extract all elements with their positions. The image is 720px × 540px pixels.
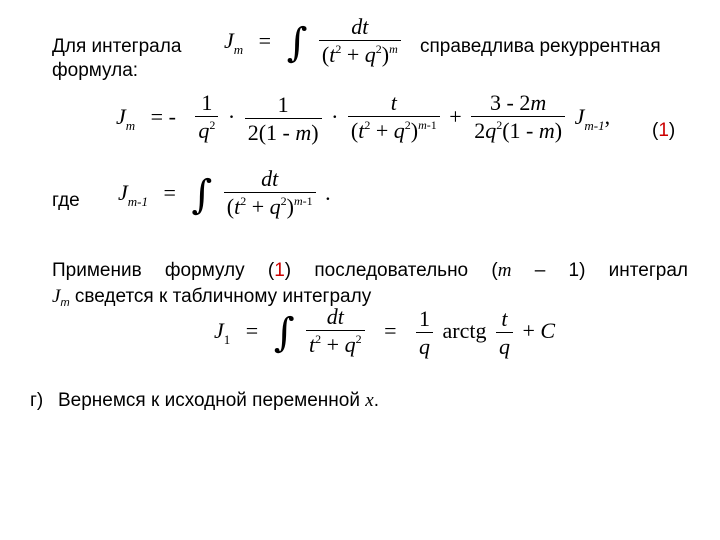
- integral-sign: ∫: [286, 20, 308, 66]
- final-integral: $J_1$ = ∫ $\frac{dt}{t^2 + q^2}$ = $\frac{1}{q}$ arctg $\frac{t}{q}$ + C: [214, 304, 555, 362]
- intro-after: справедлива рекуррентная: [420, 36, 661, 57]
- part-g-label: г): [30, 390, 44, 411]
- applying-line-1: Применив формулу (1) последовательно (m – 1) интеграл: [52, 260, 688, 281]
- fraction-dt: $\frac{dt}{(t^2 + q^2)^m}$: [319, 14, 401, 72]
- integral-sign: ∫: [191, 172, 213, 218]
- integral-sign: ∫: [273, 310, 295, 356]
- intro-line-2: формула:: [52, 60, 139, 81]
- applying-line-2: $J_m$ сведется к табличному интегралу: [52, 286, 372, 309]
- intro-before: Для интеграла: [52, 36, 182, 57]
- where-label: где: [52, 190, 80, 211]
- integral-jm: $J_m$ = ∫ $\frac{dt}{(t^2 + q^2)^m}$: [224, 14, 405, 72]
- part-g-text: Вернемся к исходной переменной x.: [58, 390, 379, 411]
- formula-label-1: (1): [652, 120, 676, 141]
- recurrence-formula: $J_m$ = - $\frac{1}{q^2}$ · $\frac{1}{2(1 - m)}$ · $\frac{t}{(t^2 + q^2)^{m-1}}$ + $\frac{3 - 2m}{2q^2(1 - m)}$ $J_{m-1}$,: [116, 90, 610, 148]
- integral-jm-1: $J_{m-1}$ = ∫ $\frac{dt}{(t^2 + q^2)^{m-1}}$ .: [118, 166, 331, 224]
